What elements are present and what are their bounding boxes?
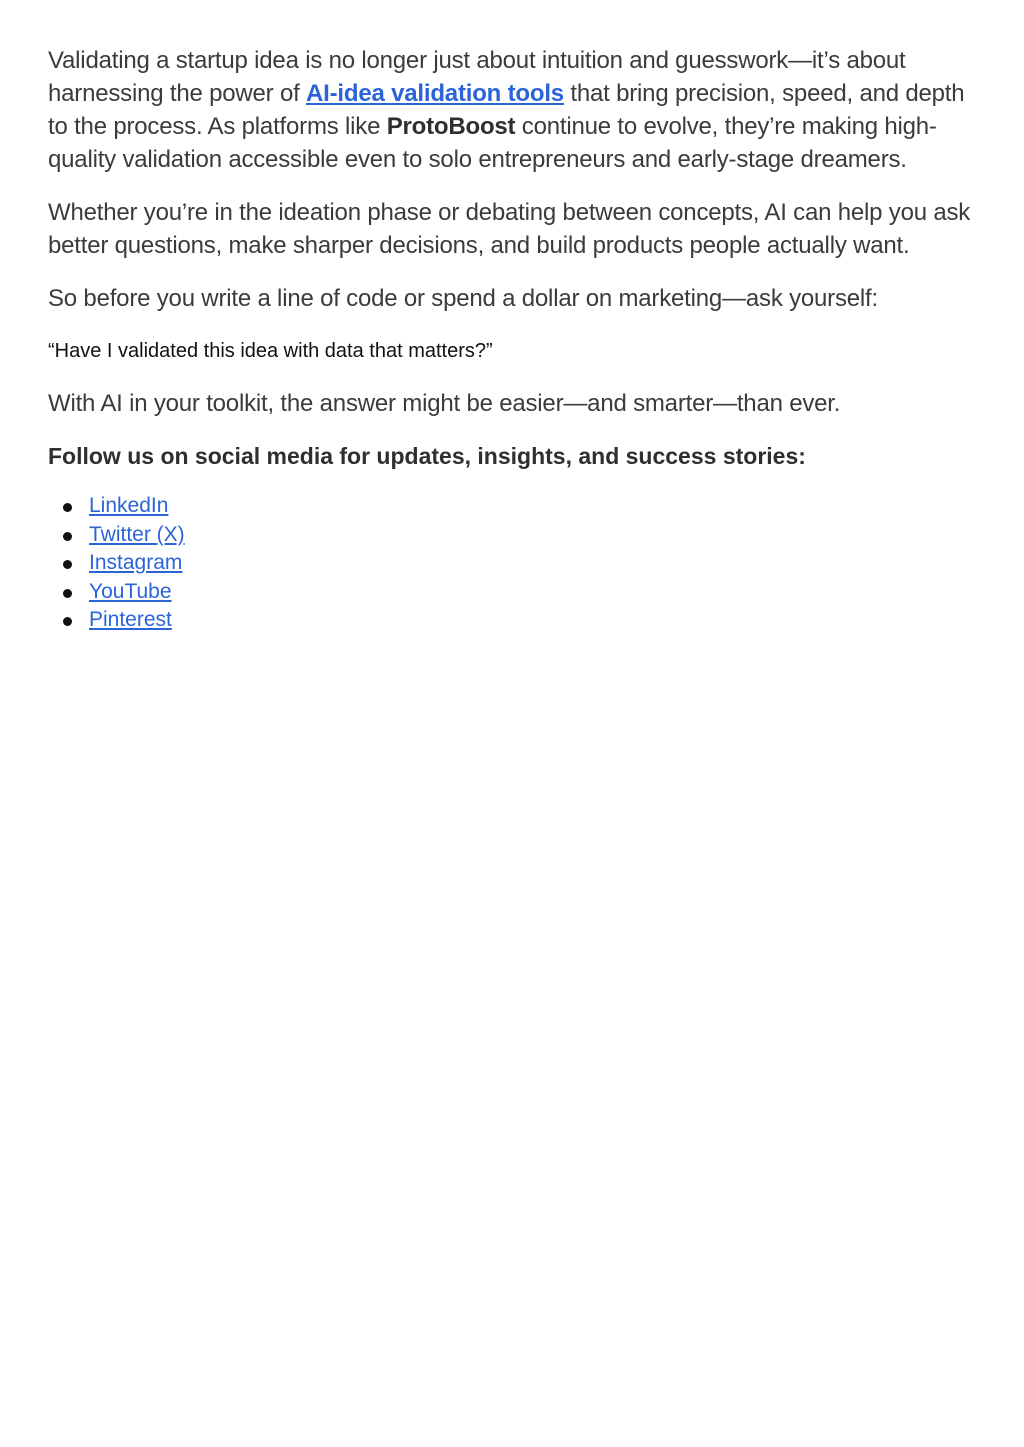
article-body xyxy=(48,44,978,635)
list-item xyxy=(48,549,978,578)
linkedin-link[interactable]: LinkedIn xyxy=(89,494,169,517)
twitter-link[interactable]: Twitter (X) xyxy=(89,522,185,546)
list-item xyxy=(48,578,978,607)
instagram-link[interactable]: Instagram xyxy=(89,551,183,575)
intro-text-end: continue to evolve, they’re making high-quality validation accessible even to solo entrepreneurs and early-stage dreamers. xyxy=(48,113,937,173)
bullet-icon xyxy=(63,532,72,541)
list-item xyxy=(48,606,978,635)
social-links-list xyxy=(48,492,978,635)
list-item xyxy=(48,492,978,521)
intro-text-start: Validating a startup idea is no longer just about intuition and guesswork—it’s about harnessing the power of xyxy=(48,47,906,107)
youtube-link[interactable]: YouTube xyxy=(89,579,172,603)
bullet-icon xyxy=(63,560,72,569)
closing-paragraph: With AI in your toolkit, the answer might be easier—and smarter—than ever. xyxy=(48,390,841,417)
ask-yourself-paragraph: So before you write a line of code or spend a dollar on marketing—ask yourself: xyxy=(48,285,878,312)
intro-paragraph xyxy=(48,44,978,176)
list-item xyxy=(48,521,978,550)
pinterest-link[interactable]: Pinterest xyxy=(89,608,172,632)
ai-idea-validation-tools-link[interactable]: AI-idea validation tools xyxy=(306,80,564,107)
follow-us-heading: Follow us on social media for updates, insights, and success stories: xyxy=(48,443,806,469)
bullet-icon xyxy=(63,617,72,626)
intro-text-middle: that bring precision, speed, and depth to the process. As platforms like xyxy=(48,80,965,140)
bullet-icon xyxy=(63,503,72,512)
brand-name: ProtoBoost xyxy=(386,113,516,140)
ideation-paragraph: Whether you’re in the ideation phase or debating between concepts, AI can help you ask better questions, make sharper decisions, and build products people actually want. xyxy=(48,199,971,259)
validation-question-quote: “Have I validated this idea with data that matters?” xyxy=(48,340,493,362)
bullet-icon xyxy=(63,589,72,598)
